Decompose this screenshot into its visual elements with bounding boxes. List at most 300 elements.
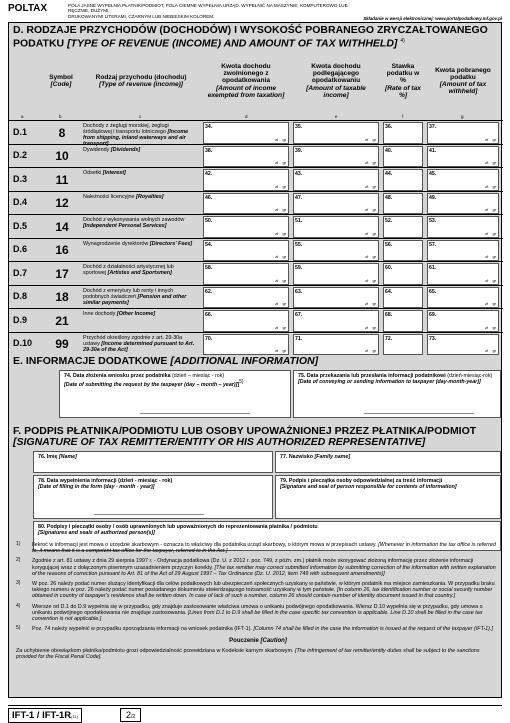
row-desc-en: [Other Income] [116,311,156,317]
row-desc-pl: Dochód z emerytury lub renty i innych podobnych świadczeń [83,287,174,300]
row-code: 16 [55,243,69,258]
amount-field[interactable] [427,287,499,309]
field-number: 36. [385,124,393,130]
row-description [83,147,197,153]
amount-field[interactable] [383,146,423,168]
field-number: 42. [205,171,213,177]
table-row [9,308,503,332]
field-number: 53. [429,218,437,224]
amount-field[interactable] [293,146,379,168]
col-header-pl: Kwota dochodu podlegającego opodatkowaniu [311,62,361,85]
date-tick-guide [94,511,204,515]
footnote-en: [The tax remitter may correct submitted information by submitting correction of the information with written explanation of the reasons of correction pursuant to Art. 81 of the Act of 29 August 1997 – Tax Ordinance (Dz. U. 2012, item 749 with subsequent amendments)] [32,564,496,577]
col-header-code [39,49,83,113]
footnote [16,542,500,554]
label-pl: 75. Data przekazania lub przesłania informacji podatnikowi [298,373,446,379]
field-number: 55. [295,241,303,248]
conveying-date-field[interactable] [293,370,501,418]
table-row [9,167,503,191]
amount-field[interactable] [427,169,499,191]
field-number: 50. [205,218,213,224]
form-id-text: IFT-1 / IFT-1R [12,710,72,721]
amount-field[interactable] [383,263,423,285]
amount-field[interactable] [203,146,289,168]
col-letter: a [21,114,24,119]
currency-gr: gr [372,277,376,283]
field-number: 44. [385,171,393,177]
amount-field[interactable] [383,240,423,262]
currency-gr: gr [372,136,376,142]
row-desc-pl: Dochód z wykonywania wolnych zawodów [83,217,185,223]
amount-field[interactable] [427,193,499,215]
col-header-en: [Code] [50,81,72,88]
amount-field[interactable] [383,169,423,191]
amount-field[interactable] [293,193,379,215]
currency-gr: gr [492,301,496,306]
field-number: 41. [429,147,437,154]
page-header [8,2,502,24]
section-d-title-pl: PODATKU [13,37,68,50]
row-description [83,264,197,276]
amount-field[interactable] [383,216,423,238]
field-number: 59. [295,265,303,271]
col-header-pl: Kwota pobranego podatku [435,66,491,81]
row-desc-pl: Dochód z działalności artystycznej lub sportowej [83,264,174,276]
label-pl: 74. Data złożenia wniosku przez podatnika [64,373,171,379]
row-desc-en: [Pension and other similar payments] [83,293,187,306]
conveying-date-label [298,373,492,385]
table-row [9,144,503,168]
currency-zl: zł [275,301,278,306]
field-number: 67. [295,312,303,318]
row-id: D.9 [13,314,28,325]
row-description [83,217,197,229]
table-row [9,214,503,238]
currency-gr: gr [372,324,376,330]
amount-field[interactable] [427,263,499,285]
currency-zl: zł [365,254,368,259]
section-d-title-line1: D. RODZAJE PRZYCHODÓW (DOCHODÓW) I WYSOKOŚĆ POBRANEGO ZRYCZAŁTOWANEGO [13,24,488,36]
currency-zl: zł [275,324,278,330]
col-header-exempt [203,49,289,113]
field-number: 57. [429,241,437,248]
row-desc-pl: Wynagrodzenie dyrektorów [83,240,149,247]
row-description [83,335,197,353]
footnote-pl: Zgodnie z art. 81 ustawy z dnia 29 sierpnia 1997 r. - Ordynacja podatkowa (Dz. U. z 2012 r. poz. 749, z późn. zm.) płatnik może skorygować złożoną informację przez złożenie informacji korygującej wraz z dołączonym pisemnym uzasadnieniem przyczyn korekty. [32,558,474,571]
currency-gr: gr [282,160,286,165]
currency-zl: zł [365,348,368,353]
amount-field[interactable] [427,240,499,262]
footnote-en: [Whenever in information the tax office is referred to, it means that it is a competent tax office for the taxpayer, referred to in the Act.] [32,542,496,555]
field-number: 47. [295,194,303,201]
currency-gr: gr [282,207,286,212]
caution-text [16,648,500,660]
table-row [9,191,503,215]
footnote-pl: Poz. 74 należy wypełnić w przypadku sporządzania informacji na wniosek podatnika (IFT-1). [32,626,252,633]
field-number: 51. [295,218,303,224]
field-number: 68. [385,312,393,318]
section-f-title-line2: [SIGNATURE OF TAX REMITTER/ENTITY OR HIS AUTHORIZED REPRESENTATIVE] [13,436,426,448]
amount-field[interactable] [203,263,289,285]
currency-gr: gr [492,230,496,236]
brand-logo: POLTAX [8,3,48,14]
field-number: 70. [205,335,213,342]
amount-field[interactable] [203,310,289,332]
amount-field[interactable] [293,240,379,262]
first-name-label [38,454,77,460]
row-desc-en: [Interest] [102,170,126,176]
col-letter: d [245,114,248,119]
currency-gr: gr [492,277,496,283]
row-code: 11 [55,172,69,187]
family-name-label [280,454,350,460]
currency-zl: zł [365,277,368,283]
table-row [9,261,503,285]
section-e-title-pl: E. INFORMACJE DODATKOWE [13,355,171,367]
field-number: 39. [295,147,303,154]
row-desc-en: [Dividends] [110,146,141,153]
row-desc-pl: Dywidendy [83,146,110,153]
amount-field[interactable] [203,122,289,144]
col-header-pl: Kwota dochodu zwolnionego z opodatkowania [221,62,271,85]
footnote [16,604,500,623]
row-id: D.7 [13,267,28,278]
currency-zl: zł [275,254,278,259]
currency-zl: zł [485,230,488,236]
col-header-pl: Rodzaj przychodu (dochodu) [95,73,187,81]
currency-zl: zł [365,160,368,165]
request-date-field[interactable] [59,370,291,418]
currency-gr: gr [492,183,496,189]
row-code: 99 [55,337,69,352]
amount-field[interactable] [427,122,499,144]
row-id: D.3 [13,173,28,184]
amount-field[interactable] [427,216,499,238]
amount-field[interactable] [293,334,379,356]
section-d-title [13,25,499,50]
field-number: 58. [205,265,213,271]
caution-title-en: [Caution] [260,638,287,645]
header-note-line2: DRUKOWANYMI LITERAMI, CZARNYM LUB NIEBIESKIM KOLOREM. [68,13,215,19]
field-number: 72. [385,335,393,342]
label-pl: 78. Data wypełnienia informacji (dzień - miesiąc - rok) [38,478,173,484]
row-code: 10 [55,149,69,164]
row-code: 21 [55,313,69,328]
amount-field[interactable] [203,334,289,356]
currency-gr: gr [282,136,286,142]
field-number: 38. [205,147,213,154]
currency-zl: zł [485,136,488,142]
row-code: 12 [55,196,69,211]
amount-field[interactable] [383,193,423,215]
footnote-pl: Wiersze od D.1 do D.9 wypełnia się w przypadku, gdy znajduje zastosowanie właściwa umowa o unikaniu podwójnego opodatkowania. Wiersz D.10 wypełnia się w przypadku, gdy umowa o unikaniu podwójnego opodatkowania nie znajduje zastosowania. [32,603,483,616]
field-number: 46. [205,194,213,201]
col-header-taxable [293,49,379,113]
table-row [9,120,503,147]
currency-zl: zł [365,183,368,189]
amount-field[interactable] [293,263,379,285]
currency-gr: gr [372,207,376,212]
row-desc-en: [Independent Personal Services] [83,223,167,229]
field-number: 49. [429,194,437,201]
field-number: 63. [295,288,303,295]
responsible-signature-label [280,478,457,490]
amount-field[interactable] [383,287,423,309]
currency-gr: gr [282,324,286,330]
family-name-field[interactable] [275,451,501,473]
currency-gr: gr [372,348,376,353]
row-id: D.4 [13,197,28,208]
label-en: [Date of filling in the form [38,484,103,490]
currency-zl: zł [275,277,278,283]
currency-gr: gr [372,160,376,165]
table-row [9,285,503,309]
field-number: 62. [205,288,213,295]
amount-field[interactable] [293,122,379,144]
row-desc-pl: Dochody z żeglugi morskiej, żeglugi śródlądowej i transportu lotniczego [83,123,169,135]
caution-title-pl: Pouczenie [229,638,261,645]
currency-gr: gr [282,230,286,236]
currency-zl: zł [485,183,488,189]
currency-zl: zł [365,324,368,330]
col-header-en: [Amount of tax withheld] [439,81,487,96]
row-desc-pl: Odsetki [83,170,102,176]
currency-gr: gr [492,136,496,142]
label-pl: 79. Podpis i pieczątka osoby odpowiedzialnej za treść informacji [280,478,443,484]
amount-field[interactable] [293,216,379,238]
label-en2: (day-month-year)] [435,379,481,385]
amount-field[interactable] [293,287,379,309]
currency-zl: zł [275,160,278,165]
footnotes [16,542,500,660]
col-header-en: [Amount of income exempted from taxation] [207,84,285,99]
footnote-number: 2) [16,557,21,564]
col-header-pl: Stawka podatku w % [386,62,420,85]
field-number: 35. [295,124,303,130]
row-id: D.6 [13,244,28,255]
currency-gr: gr [492,324,496,330]
footnote-en: [Lines from D.1 to D.9 shall be filled in the case specific tax convention is applicable. Line D.10 shall be filled in the case tax convention is not applicable.] [32,609,483,623]
electronic-submission-link[interactable]: Składanie w wersji elektronicznej: www.portalpodatkowy.mf.gov.pl [363,16,502,21]
row-description [83,170,197,176]
label-en2: (day - month - year)] [103,484,155,490]
currency-gr: gr [372,230,376,236]
currency-zl: zł [485,207,488,212]
currency-zl: zł [275,348,278,353]
amount-field[interactable] [427,146,499,168]
amount-field[interactable] [427,310,499,332]
section-d-title-en: [TYPE OF REVENUE (INCOME) AND AMOUNT OF TAX WITHHELD] [67,37,398,50]
footnote [16,581,500,600]
footnote-en: [In column 26, tax identification number or social security number obtained in country of taxpayer's residence shall be written down. In case of lack of such a number, column 26 should contain number of identity document issued in that country.] [32,587,493,600]
currency-zl: zł [365,230,368,236]
currency-zl: zł [485,254,488,259]
currency-gr: gr [282,183,286,189]
row-description [83,241,197,247]
field-number: 54. [205,241,213,248]
footnote-pl: Ilekroć w informacji jest mowa o urzędzie skarbowym - oznacza to właściwy dla podatnika urząd skarbowy, o którym mowa w przepisach ustawy. [32,542,377,548]
date-tick-guide [140,410,250,414]
col-letter: e [335,114,338,119]
section-f-title [13,426,499,448]
row-desc-pl: Przychód określony zgodnie z art. 29-30a ustawy [83,334,183,347]
field-number: 73. [429,335,437,342]
currency-gr: gr [372,254,376,259]
field-number: 34. [205,124,213,130]
currency-gr: gr [282,348,286,353]
caution-title [16,638,500,644]
label-en: [Signature and seal of person responsible for contents of information] [280,484,457,490]
field-number: 48. [385,194,393,201]
col-header-en: [Amount of taxable income] [306,84,366,99]
page-number [120,708,141,722]
footnote-number: 4) [16,602,21,609]
field-number: 61. [429,265,437,271]
field-number: 66. [205,312,213,318]
row-description [83,311,197,317]
footnote-number: 5) [16,625,21,632]
currency-gr: gr [372,301,376,306]
row-id: D.8 [13,291,28,302]
section-f-title-line1: F. PODPIS PŁATNIKA/PODMIOTU LUB OSOBY UPOWAŻNIONEJ PRZEZ PŁATNIKA/PODMIOT [13,425,477,437]
form-version: (11) [71,714,78,719]
amount-field[interactable] [203,240,289,262]
label-hint: (dzień-miesiąc-rok) [447,373,493,379]
amount-field[interactable] [293,169,379,191]
footnote-number: 1) [16,541,21,547]
label-hint: (dzień – miesiąc - rok) [172,373,225,379]
page-footer [8,705,502,721]
currency-gr: gr [282,301,286,306]
row-desc-pl: Należności licencyjne [83,193,135,200]
amount-field[interactable] [383,334,423,356]
label-pl: 77. Nazwisko [280,454,313,460]
label-en: [Signatures and seals of authorized person(s)] [38,530,155,536]
row-code: 18 [55,290,69,305]
currency-zl: zł [485,348,488,353]
fill-date-field[interactable] [33,475,273,519]
currency-zl: zł [275,136,278,142]
field-number: 45. [429,171,437,177]
col-letter: f [402,114,404,119]
currency-gr: gr [372,183,376,189]
section-e-title-en: [ADDITIONAL INFORMATION] [170,355,319,367]
authorized-signatures-label [38,524,318,536]
col-letter: g [461,114,464,119]
page-total: /2 [131,714,136,720]
row-desc-en: [Artistes and Sportsmen] [107,270,172,276]
caution-en: [The infringement of tax remitter/entity duties shall be subject to the sanctions provided for the Fiscal Penal Code]. [16,647,480,660]
field-number: 40. [385,147,393,154]
amount-field[interactable] [203,169,289,191]
col-header-pl: Symbol [49,73,73,81]
row-desc-en: [Directors' Fees] [149,240,193,247]
label-pl: 80. Podpisy i pieczątki osoby / osób uprawnionych lub upoważnionych do reprezentowania płatnika / podmiotu [38,524,318,530]
label-en: [Date of conveying or sending information to taxpayer [298,379,435,385]
currency-zl: zł [275,207,278,212]
amount-field[interactable] [427,334,499,356]
currency-zl: zł [485,160,488,165]
currency-zl: zł [485,301,488,306]
header-instructions [68,3,368,19]
row-id: D.1 [13,126,28,137]
row-id: D.10 [13,338,33,349]
footnote-ref: 5) [239,379,244,385]
amount-field[interactable] [203,193,289,215]
footnote-number: 3) [16,580,21,587]
field-number: 52. [385,218,393,224]
section-e-title [13,356,318,367]
currency-zl: zł [275,230,278,236]
footnote-pl: W poz. 26 należy podać numer służący identyfikacji dla celów podatkowych lub ubezpieczeń społecznych uzyskany w państwie, w którym podatnik ma miejsce zamieszkania. W przypadku braku takiego numeru w poz. 26 należy podać numer posiadanego dokumentu stwierdzającego tożsamość uzyskany w tym państwie. [32,581,495,594]
currency-zl: zł [365,301,368,306]
row-code: 14 [55,219,69,234]
table-row [9,238,503,262]
label-en: [Name] [58,454,77,460]
field-number: 37. [429,124,437,130]
section-d-title-line2 [13,36,499,50]
footnote [16,558,500,577]
currency-zl: zł [365,136,368,142]
field-number: 60. [385,265,393,271]
col-header-rate [383,49,423,113]
field-number: 71. [295,335,303,342]
row-desc-en: [Income determined pursuant to Art. 29-30a of the Act] [83,340,195,353]
table-row [9,332,503,356]
date-tick-guide [364,410,474,414]
row-code: 8 [58,125,66,140]
page-current: 2 [126,710,132,720]
amount-field[interactable] [383,310,423,332]
row-description [83,194,197,200]
currency-zl: zł [485,324,488,330]
field-number: 64. [385,288,393,295]
col-header-type [83,49,199,113]
currency-gr: gr [492,207,496,212]
header-note-line1: POLA JASNE WYPEŁNIA PŁATNIK/PODMIOT, POLA CIEMNE WYPEŁNIA URZĄD. WYPEŁNIĆ NA MASZYNIE, KOMPUTEROWO LUB RĘCZNIE, DUŻYMI, [68,3,348,14]
currency-zl: zł [485,277,488,283]
amount-field[interactable] [293,310,379,332]
row-desc-en: [Income from shipping, inland waterways and air transport] [83,129,189,147]
label-pl: 76. Imię [38,454,58,460]
amount-field[interactable] [203,287,289,309]
responsible-signature-field[interactable] [275,475,501,519]
currency-gr: gr [282,254,286,259]
currency-gr: gr [492,348,496,353]
amount-field[interactable] [203,216,289,238]
col-letter: c [139,114,142,119]
currency-gr: gr [282,277,286,283]
footnote [16,626,500,632]
request-date-label: 74. Data złożenia wniosku przez podatnika (dzień – miesiąc - rok) [Date of submitting the request by the taxpayer (day – month – year)]]5) [64,373,244,388]
amount-field[interactable] [383,122,423,144]
col-letter: b [59,114,62,119]
label-en: [Date of submitting the request by the taxpayer [64,381,183,388]
currency-zl: zł [275,183,278,189]
field-number: 43. [295,171,303,177]
label-en2: (day – month – year)] [184,381,238,388]
field-number: 69. [429,312,437,318]
first-name-field[interactable] [33,451,273,473]
row-description [83,288,197,306]
footnote-ref: 4) [400,38,405,44]
row-desc-pl: Inne dochody [83,311,116,317]
col-header-en: [Rate of tax %] [385,84,421,99]
col-header-en: [Type of revenue (income)] [98,81,184,88]
caution-pl: Za uchybienie obowiązkom płatnika/podmiotu grozi odpowiedzialność przewidziana w Kodeksie karnym skarbowym. [16,647,294,654]
footnote-en: [Column 74 shall be filled in the case the information is issued at the request of the taxpayer (IFT-1).] [253,626,493,633]
row-desc-en: [Royalties] [136,193,164,200]
